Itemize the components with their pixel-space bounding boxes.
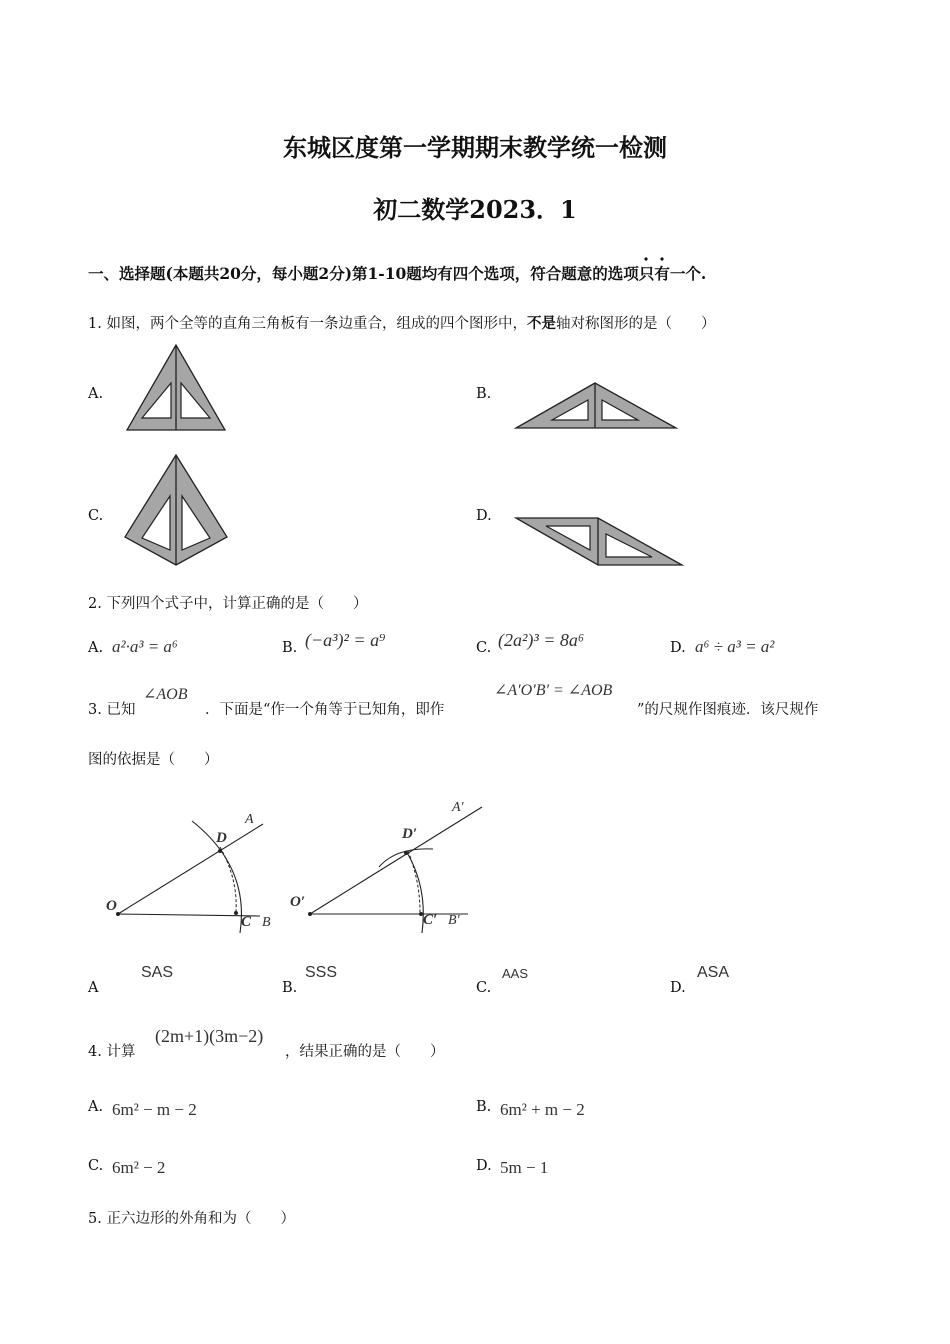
q3-option-a-answer: SAS: [141, 964, 174, 981]
q1-figure-b: [512, 378, 682, 433]
q1-figure-d: [512, 514, 687, 569]
question-3-angle2: ∠A′O′B′ = ∠AOB: [494, 682, 613, 699]
q3-option-c-answer: AAS: [502, 966, 529, 981]
question-3-angle1: ∠AOB: [143, 686, 188, 703]
question-1-emphasis: 不是: [526, 315, 556, 332]
page-subtitle: 初二数学2023．1: [373, 195, 577, 224]
q4-option-c-expr: 6m² − 2: [112, 1158, 166, 1177]
section-heading: 一、选择题(本题共20分，每小题2分)第1-10题均有四个选项，符合题意的选项只有 一个.: [88, 262, 706, 284]
q2-option-d-expr: a⁶ ÷ a³ = a²: [695, 637, 775, 656]
q4-option-a-label: A.: [88, 1099, 104, 1115]
label-C: C: [241, 914, 252, 930]
label-D-prime: D′: [402, 826, 418, 842]
q3-option-b-label: B.: [282, 980, 298, 996]
question-3-stem-part3: ”的尺规作图痕迹．该尺规作: [637, 702, 819, 718]
q3-construction-figure: [100, 795, 500, 945]
emphasis-dots-icon: [639, 256, 679, 264]
q2-option-a-label: A.: [88, 640, 104, 656]
q3-option-d-answer: ASA: [697, 964, 730, 981]
label-B-prime: B′: [448, 913, 460, 928]
q3-option-a-label: A: [88, 980, 99, 996]
question-1-stem: 1. 如图，两个全等的直角三角板有一条边重合，组成的四个图形中，不是轴对称图形的是（ ）: [88, 315, 716, 332]
label-D: D: [216, 830, 227, 846]
label-O: O: [106, 898, 117, 914]
label-B: B: [262, 915, 271, 930]
q2-option-a-expr: a²·a³ = a⁶: [112, 637, 178, 656]
q1-option-a-label: A.: [88, 386, 104, 402]
q1-figure-c: [120, 450, 230, 570]
question-3-stem-line2: 图的依据是（ ）: [88, 752, 219, 768]
q3-option-d-label: D.: [670, 980, 686, 996]
emphasis-dotted: 只有: [639, 264, 670, 283]
question-2-stem: 2. 下列四个式子中，计算正确的是（ ）: [88, 596, 368, 612]
q2-option-b-label: B.: [282, 640, 298, 656]
q4-option-d-label: D.: [476, 1158, 492, 1174]
question-3-stem-part1: 3. 已知: [88, 702, 136, 718]
question-5-stem: 5. 正六边形的外角和为（ ）: [88, 1211, 295, 1227]
q4-option-a-expr: 6m² − m − 2: [112, 1100, 197, 1119]
q3-option-b-answer: SSS: [305, 964, 338, 981]
q2-option-c-label: C.: [476, 640, 492, 656]
q1-figure-a: [120, 340, 230, 435]
q4-option-b-expr: 6m² + m − 2: [500, 1100, 585, 1119]
q2-option-b-expr: (−a³)² = a⁹: [305, 630, 386, 650]
q4-option-d-expr: 5m − 1: [500, 1158, 549, 1177]
q4-option-c-label: C.: [88, 1158, 104, 1174]
q2-option-c-expr: (2a²)³ = 8a⁶: [498, 630, 585, 650]
label-A: A: [245, 812, 254, 827]
label-A-prime: A′: [452, 800, 464, 815]
label-C-prime: C′: [423, 912, 438, 928]
q4-option-b-label: B.: [476, 1099, 492, 1115]
question-4-stem-prefix: 4. 计算: [88, 1044, 136, 1060]
question-3-stem-part2: ．下面是“作一个角等于已知角，即作: [205, 702, 445, 718]
question-4-stem-suffix: ，结果正确的是（ ）: [285, 1044, 445, 1060]
page-title: 东城区度第一学期期末教学统一检测: [283, 133, 667, 162]
q1-option-d-label: D.: [476, 508, 492, 524]
q1-option-c-label: C.: [88, 508, 104, 524]
q3-option-c-label: C.: [476, 980, 492, 996]
q2-option-d-label: D.: [670, 640, 686, 656]
label-O-prime: O′: [290, 894, 306, 910]
question-4-expression: (2m+1)(3m−2): [155, 1026, 264, 1046]
q1-option-b-label: B.: [476, 386, 492, 402]
